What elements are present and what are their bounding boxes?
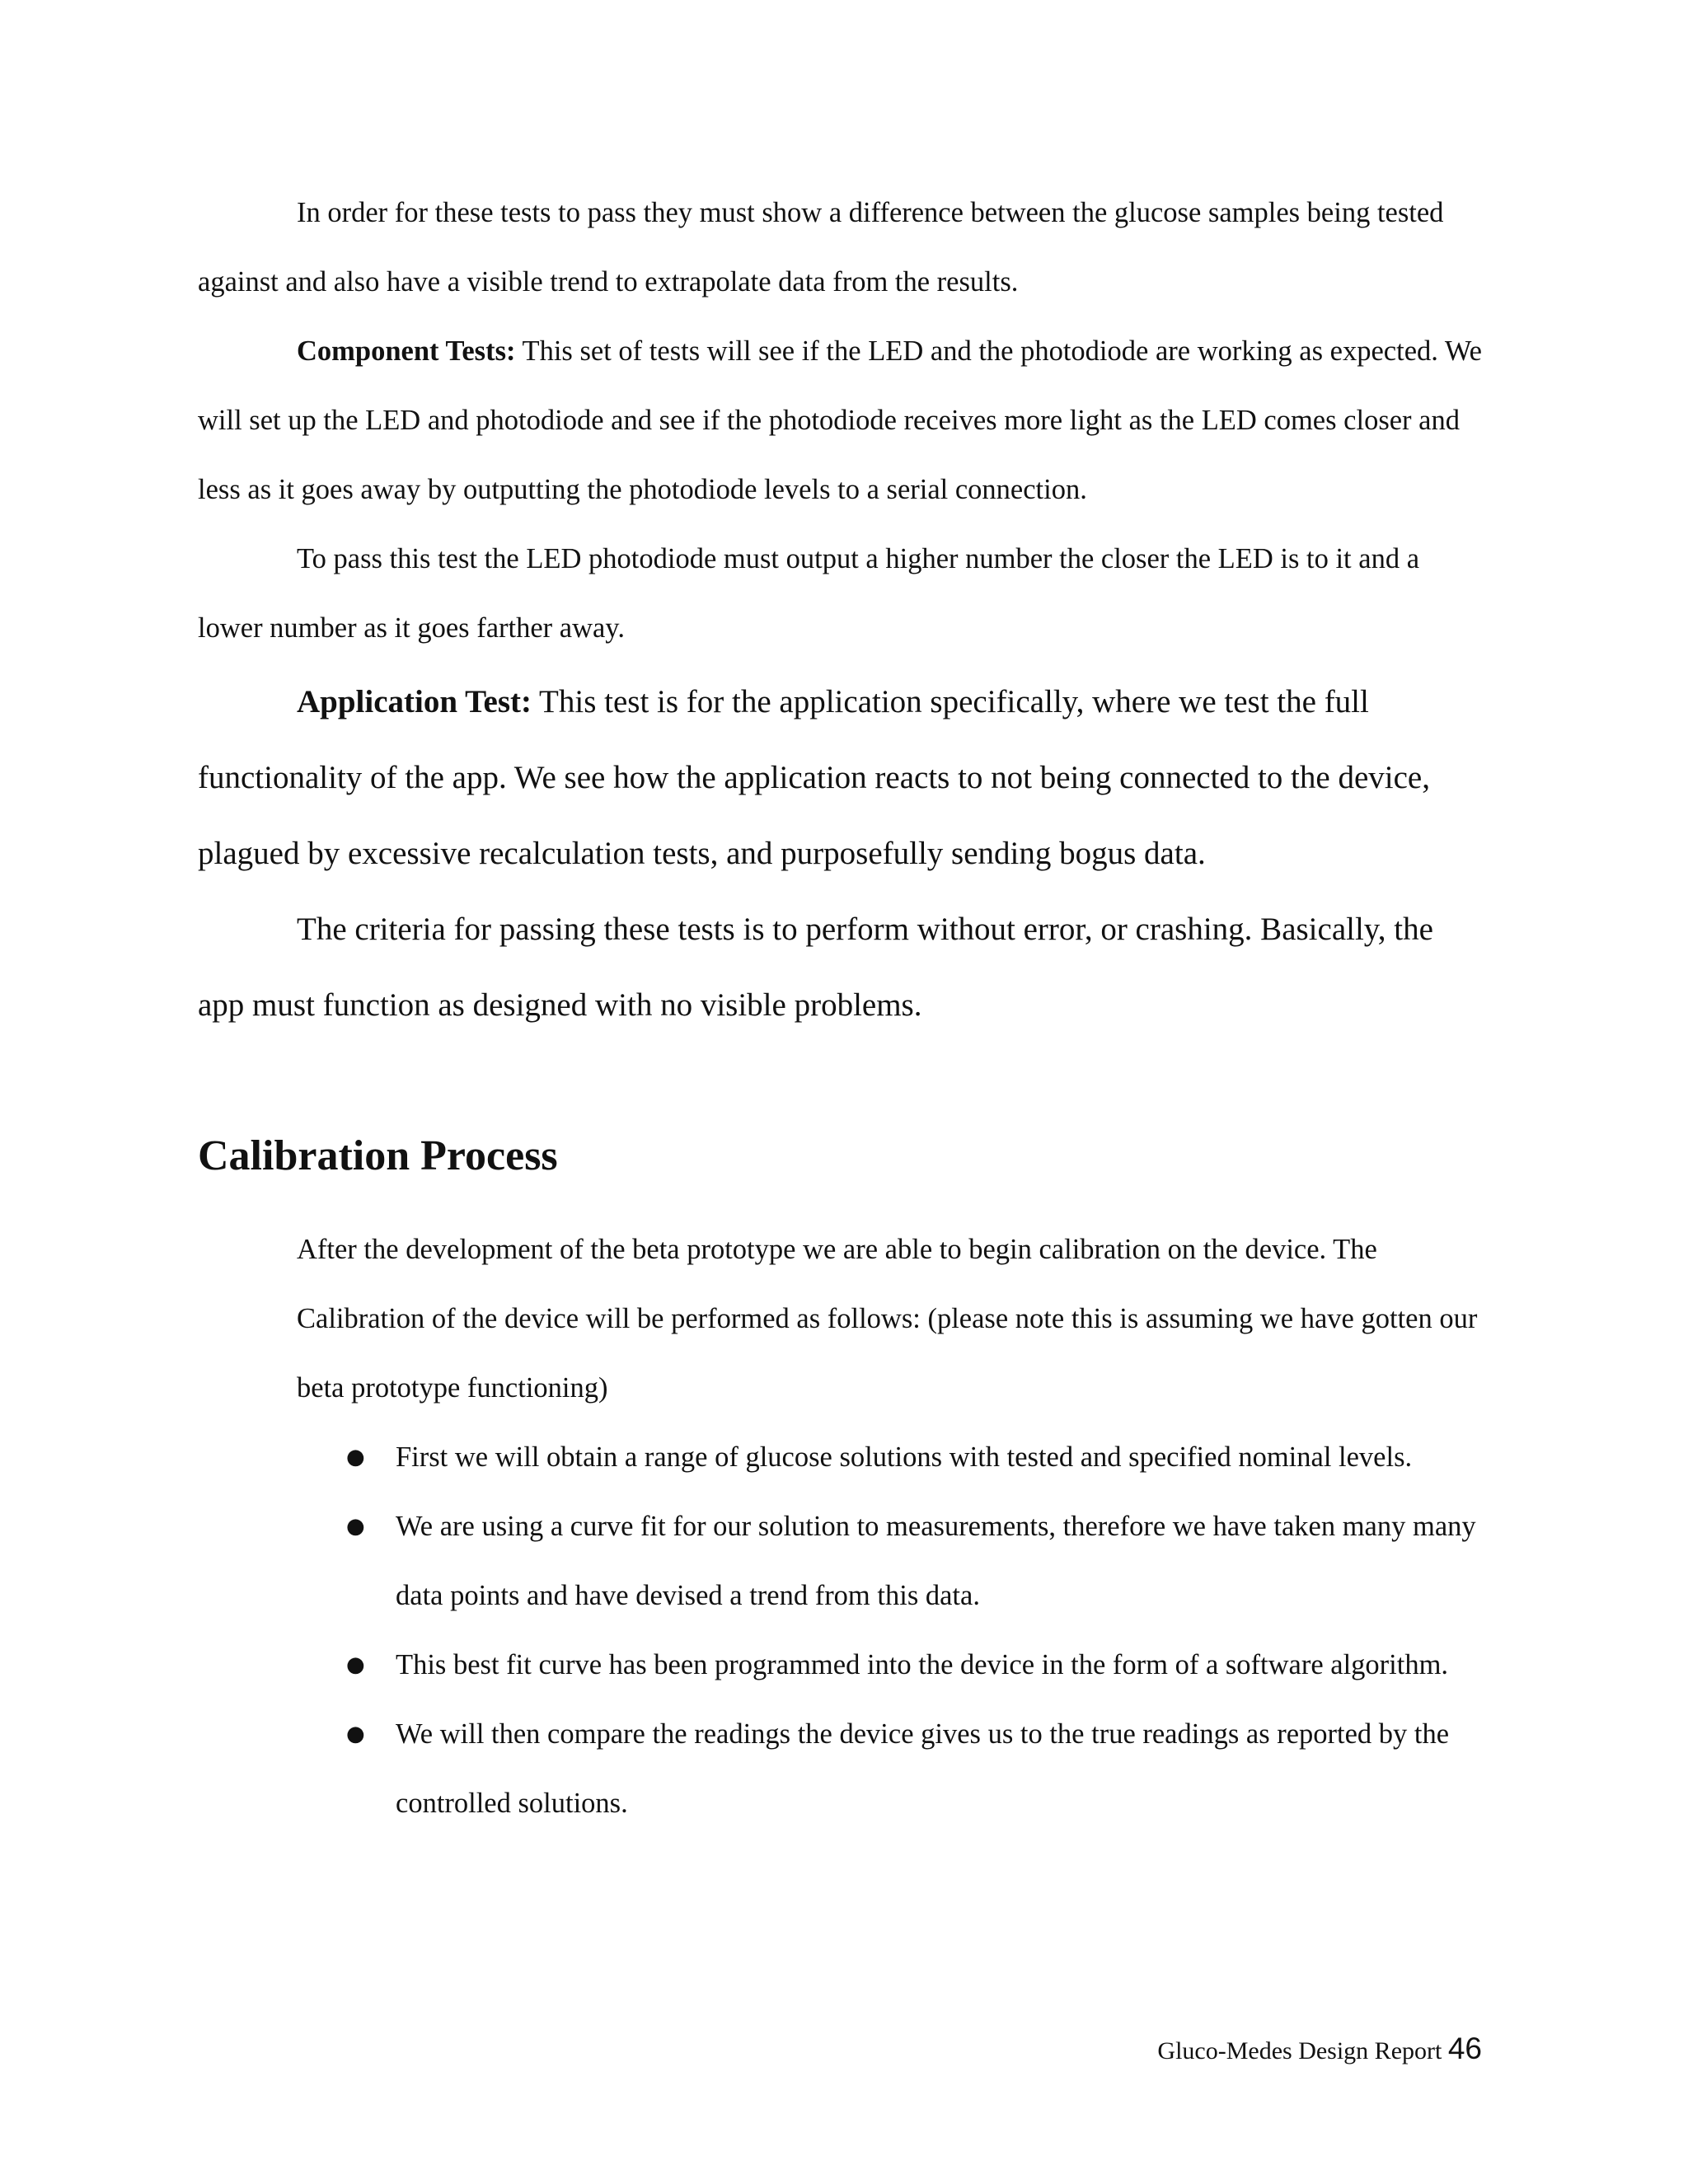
bullet-icon: ● xyxy=(346,1652,365,1677)
calibration-intro: After the development of the beta prototype we are able to begin calibration on the device. The Calibration of the device will be performed as follows: (please note this is assuming we have gotten our beta prototype functioning) xyxy=(297,1234,1478,1404)
list-item-text: This best fit curve has been programmed into the device in the form of a software algorithm. xyxy=(396,1649,1449,1680)
component-tests-label: Component Tests: xyxy=(297,335,516,367)
list-item xyxy=(346,1492,1500,1630)
calibration-steps-list xyxy=(346,1422,1500,1838)
paragraph-test-pass-criteria xyxy=(198,178,1484,316)
page-footer xyxy=(1157,2032,1482,2068)
paragraph-text: In order for these tests to pass they must show a difference between the glucose samples being tested against and also have a visible trend to extrapolate data from the results. xyxy=(198,197,1444,298)
list-item-text: First we will obtain a range of glucose solutions with tested and specified nominal levels. xyxy=(396,1441,1413,1473)
paragraph-component-pass-criteria xyxy=(198,524,1484,663)
paragraph-component-tests xyxy=(198,316,1484,524)
list-item xyxy=(346,1422,1500,1492)
paragraph-text: This set of tests will see if the LED and the photodiode are working as expected. We will set up the LED and photodiode and see if the photodiode receives more light as the LED comes closer and less as it goes away by outputting the photodiode levels to a serial connection. xyxy=(198,335,1482,505)
page-number: 46 xyxy=(1447,2032,1482,2065)
list-item-text: We will then compare the readings the device gives us to the true readings as reported by the controlled solutions. xyxy=(396,1718,1450,1819)
paragraph-application-test xyxy=(198,664,1484,892)
bullet-icon: ● xyxy=(346,1514,365,1539)
application-test-label: Application Test: xyxy=(297,684,532,719)
list-item-text: We are using a curve fit for our solution to measurements, therefore we have taken many many data points and have devised a trend from this data. xyxy=(396,1511,1476,1611)
paragraph-text: The criteria for passing these tests is to perform without error, or crashing. Basically, the app must function as designed with no visible problems. xyxy=(198,912,1433,1023)
paragraph-text: To pass this test the LED photodiode must output a higher number the closer the LED is to it and a lower number as it goes farther away. xyxy=(198,543,1420,644)
section-heading-calibration: Calibration Process xyxy=(198,1132,558,1179)
paragraph-text: This test is for the application specifically, where we test the full functionality of the app. We see how the application reacts to not being connected to the device, plagued by excessive recalculation tests, and purposefully sending bogus data. xyxy=(198,684,1430,871)
paragraph-application-pass-criteria xyxy=(198,892,1484,1043)
list-item xyxy=(346,1630,1500,1699)
footer-title: Gluco-Medes Design Report xyxy=(1157,2037,1442,2064)
bullet-icon: ● xyxy=(346,1445,365,1469)
list-item xyxy=(346,1699,1500,1838)
bullet-icon: ● xyxy=(346,1722,365,1746)
